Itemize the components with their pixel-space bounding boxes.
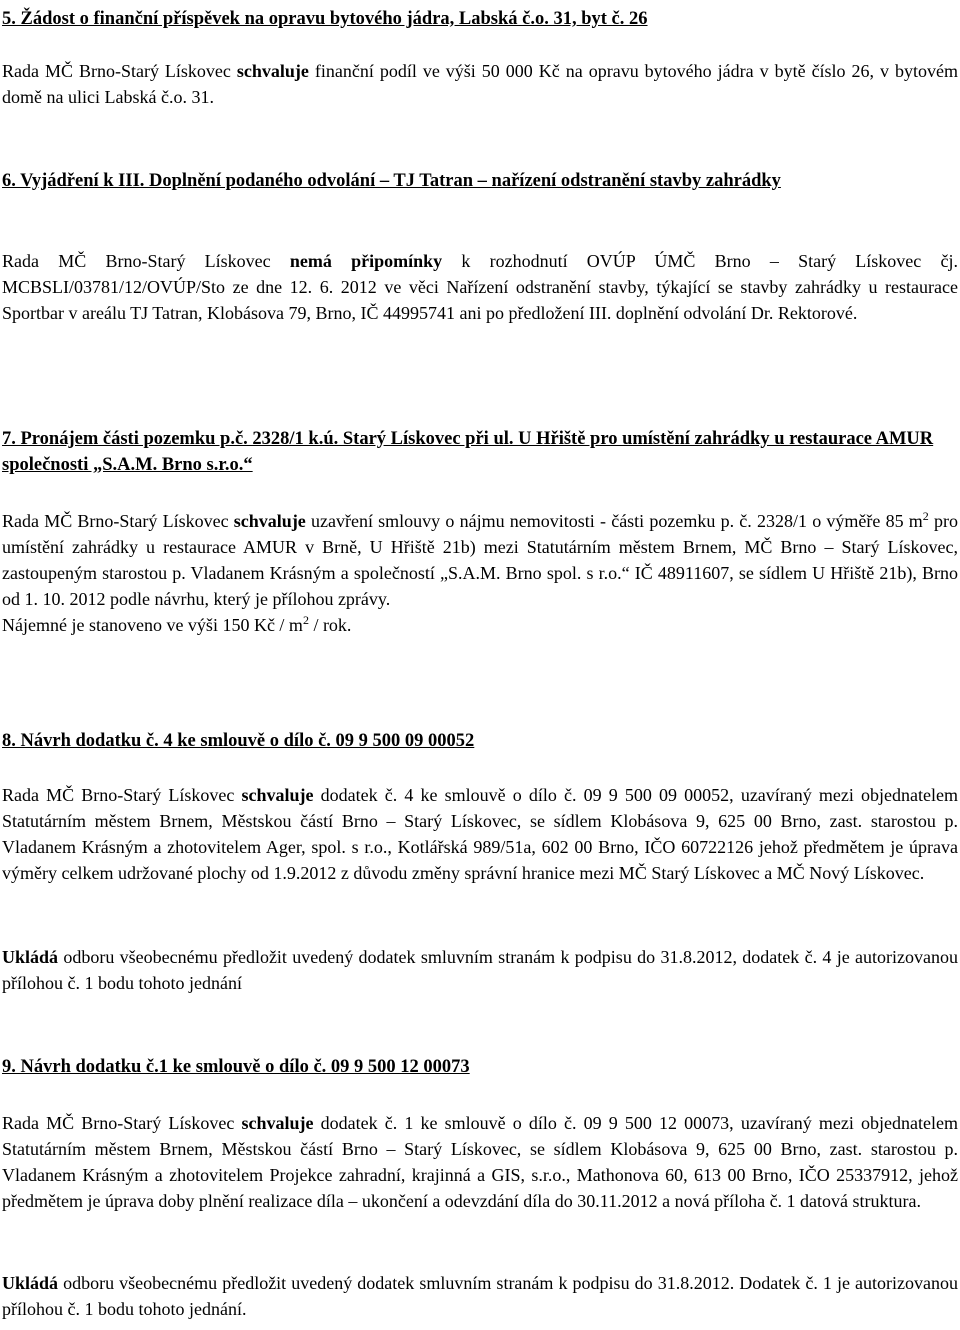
section-7-text-mid2: pro umístění zahrádky u restaurace AMUR v Brně, U Hřiště 21b) mezi Statutárním městem Brnem, MČ Brno – Starý Lískovec, zastoupeným starostou p. Vladanem Krásným a společností „S.A.M. Brno spol. s r.o.“ IČ 48911607, se sídlem U Hřiště 21b), Brno od 1. 10. 2012 podle návrhu, který je přílohou zprávy. bbox=[2, 511, 958, 609]
section-8-task: Ukládá bbox=[2, 947, 59, 967]
section-5-text-post: finanční podíl ve výši 50 000 Kč na opravu bytového jádra v bytě číslo 26, v bytovém domě na ulici Labská č.o. 31. bbox=[2, 61, 959, 107]
section-8-paragraph bbox=[2, 782, 958, 886]
section-8-text-pre: Rada MČ Brno-Starý Lískovec bbox=[2, 785, 242, 805]
section-9-paragraph-2 bbox=[2, 1270, 958, 1322]
section-5-paragraph bbox=[2, 58, 958, 110]
section-7-superscript-1: 2 bbox=[922, 509, 929, 523]
section-7-superscript-2: 2 bbox=[302, 613, 309, 627]
section-7-paragraph bbox=[2, 508, 958, 638]
section-9-task-text: odboru všeobecnému předložit uvedený dodatek smluvním stranám k podpisu do 31.8.2012. Dodatek č. 1 je autorizovanou přílohou č. 1 bodu tohoto jednání. bbox=[2, 1273, 958, 1319]
section-9-decision: schvaluje bbox=[241, 1113, 314, 1133]
section-7-rent-unit: / rok. bbox=[308, 615, 352, 635]
section-5-heading: 5. Žádost o finanční příspěvek na opravu bytového jádra, Labská č.o. 31, byt č. 26 bbox=[2, 9, 648, 29]
section-9-text-post: dodatek č. 1 ke smlouvě o dílo č. 09 9 500 12 00073, uzavíraný mezi objednatelem Statutárním městem Brnem, Městskou částí Brno – Starý Lískovec, se sídlem Klobásova 9, 625 00 Brno, zast. starostou p. Vladanem Krásným a zhotovitelem Projekce zahradní, krajinná a GIS, s.r.o., Mathonova 60, 613 00 Brno, IČO 25337912, jehož předmětem je úprava doby plnění realizace díla – ukončení a odevzdání díla do 30.11.2012 a nová příloha č. 1 datová struktura. bbox=[2, 1113, 958, 1211]
section-9-task: Ukládá bbox=[2, 1273, 59, 1293]
section-7-heading: 7. Pronájem části pozemku p.č. 2328/1 k.ú. Starý Lískovec při ul. U Hřiště pro umístění zahrádky u restaurace AMUR společnosti „S.A.M. Brno s.r.o.“ bbox=[2, 429, 934, 475]
section-5-decision: schvaluje bbox=[236, 61, 309, 81]
section-9-text-pre: Rada MČ Brno-Starý Lískovec bbox=[2, 1113, 242, 1133]
section-7-text-pre: Rada MČ Brno-Starý Lískovec bbox=[2, 511, 234, 531]
section-6-paragraph bbox=[2, 248, 958, 326]
section-8-task-text: odboru všeobecnému předložit uvedený dodatek smluvním stranám k podpisu do 31.8.2012, dodatek č. 4 je autorizovanou přílohou č. 1 bodu tohoto jednání bbox=[2, 947, 958, 993]
section-7-decision: schvaluje bbox=[233, 511, 306, 531]
section-6-text-pre: Rada MČ Brno-Starý Lískovec bbox=[2, 251, 290, 271]
section-6-decision: nemá připomínky bbox=[289, 251, 443, 271]
section-5-text-pre: Rada MČ Brno-Starý Lískovec bbox=[2, 61, 237, 81]
section-9-paragraph bbox=[2, 1110, 958, 1214]
section-6-text-post: k rozhodnutí OVÚP ÚMČ Brno – Starý Lískovec čj. MCBSLI/03781/12/OVÚP/Sto ze dne 12. 6. 2012 ve věci Nařízení odstranění stavby, týkající se stavby zahrádky u restaurace Sportbar v areálu TJ Tatran, Klobásova 79, Brno, IČ 44995741 ani po předložení III. doplnění odvolání Dr. Rektorové. bbox=[2, 251, 958, 323]
section-7-rent-text: Nájemné je stanoveno ve výši 150 Kč / m bbox=[2, 615, 303, 635]
section-8-decision: schvaluje bbox=[241, 785, 314, 805]
section-6-heading: 6. Vyjádření k III. Doplnění podaného odvolání – TJ Tatran – nařízení odstranění stavby zahrádky bbox=[2, 171, 781, 191]
section-8-text-post: dodatek č. 4 ke smlouvě o dílo č. 09 9 500 09 00052, uzavíraný mezi objednatelem Statutárním městem Brnem, Městskou částí Brno – Starý Lískovec, se sídlem Klobásova 9, 625 00 Brno, zast. starostou p. Vladanem Krásným a zhotovitelem Ager, spol. s r.o., Kotlářská 989/51a, 602 00 Brno, IČO 60722126 jehož předmětem je úprava výměry celkem udržované plochy od 1.9.2012 z důvodu změny správní hranice mezi MČ Starý Lískovec a MČ Nový Lískovec. bbox=[2, 785, 958, 883]
section-7-text-mid1: uzavření smlouvy o nájmu nemovitosti - části pozemku p. č. 2328/1 o výměře 85 m bbox=[305, 511, 923, 531]
section-8-heading: 8. Návrh dodatku č. 4 ke smlouvě o dílo č. 09 9 500 09 00052 bbox=[2, 731, 475, 751]
section-8-paragraph-2 bbox=[2, 944, 958, 996]
section-9-heading: 9. Návrh dodatku č.1 ke smlouvě o dílo č. 09 9 500 12 00073 bbox=[2, 1057, 470, 1077]
